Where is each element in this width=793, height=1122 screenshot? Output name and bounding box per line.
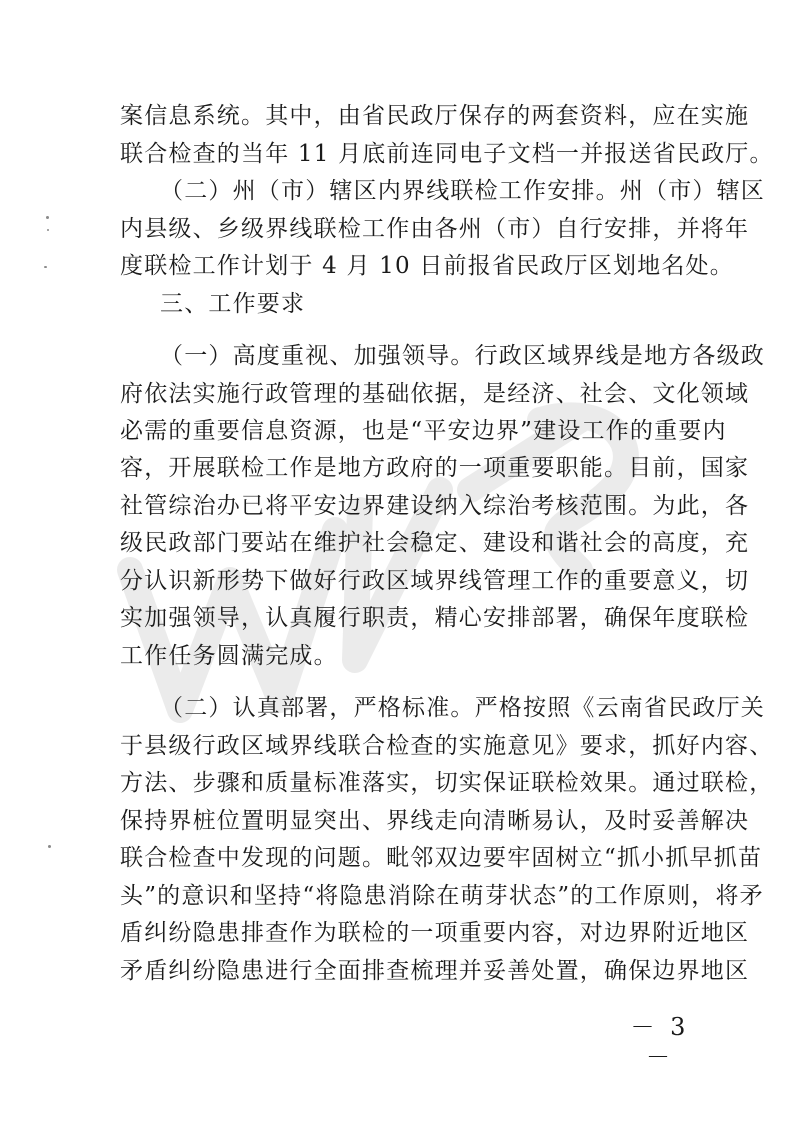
section-heading: （二）认真部署，严格标准。严格按照《云南省民政厅关	[160, 695, 765, 721]
page-number: － 3 －	[630, 1013, 690, 1071]
text-line: 容，开展联检工作是地方政府的一项重要职能。目前，国家	[120, 455, 750, 481]
text-line: 社管综治办已将平安边界建设纳入综治考核范围。为此，各	[120, 493, 750, 519]
section-heading: （一）高度重视、加强领导。行政区域界线是地方各级政	[160, 343, 765, 369]
text-line: 矛盾纠纷隐患进行全面排查梳理并妥善处置，确保边界地区	[120, 958, 750, 984]
text-line: 头”的意识和坚持“将隐患消除在萌芽状态”的工作原则，将矛	[120, 883, 764, 909]
text-line: 盾纠纷隐患排查作为联检的一项重要内容，对边界附近地区	[120, 920, 750, 946]
text-line: 府依法实施行政管理的基础依据，是经济、社会、文化领域	[120, 381, 750, 407]
text-line: 方法、步骤和质量标准落实，切实保证联检效果。通过联检，	[120, 770, 774, 796]
text-line: 内县级、乡级界线联检工作由各州（市）自行安排，并将年	[120, 216, 750, 242]
text-line: 必需的重要信息资源，也是“平安边界”建设工作的重要内	[120, 418, 727, 444]
text-line: 分认识新形势下做好行政区域界线管理工作的重要意义，切	[120, 568, 750, 594]
text-line: 保持界桩位置明显突出、界线走向清晰易认，及时妥善解决	[120, 808, 750, 834]
text-line: 实加强领导，认真履行职责，精心安排部署，确保年度联检	[120, 605, 750, 631]
scan-speck	[46, 216, 49, 219]
scan-speck	[47, 229, 49, 231]
text-line: 工作任务圆满完成。	[120, 643, 338, 669]
text-line: 级民政部门要站在维护社会稳定、建设和谐社会的高度，充	[120, 530, 750, 556]
section-heading: （二）州（市）辖区内界线联检工作安排。州（市）辖区	[160, 178, 765, 204]
scan-speck	[44, 266, 47, 268]
text-line: 案信息系统。其中，由省民政厅保存的两套资料，应在实施	[120, 103, 750, 129]
text-line: 联合检查的当年 11 月底前连同电子文档一并报送省民政厅。	[120, 141, 774, 167]
text-line: 于县级行政区域界线联合检查的实施意见》要求，抓好内容、	[120, 733, 774, 759]
scan-speck	[48, 845, 51, 848]
section-title: 三、工作要求	[160, 291, 306, 317]
text-line: 度联检工作计划于 4 月 10 日前报省民政厅区划地名处。	[120, 253, 734, 279]
text-line: 联合检查中发现的问题。毗邻双边要牢固树立“抓小抓早抓苗	[120, 845, 763, 871]
